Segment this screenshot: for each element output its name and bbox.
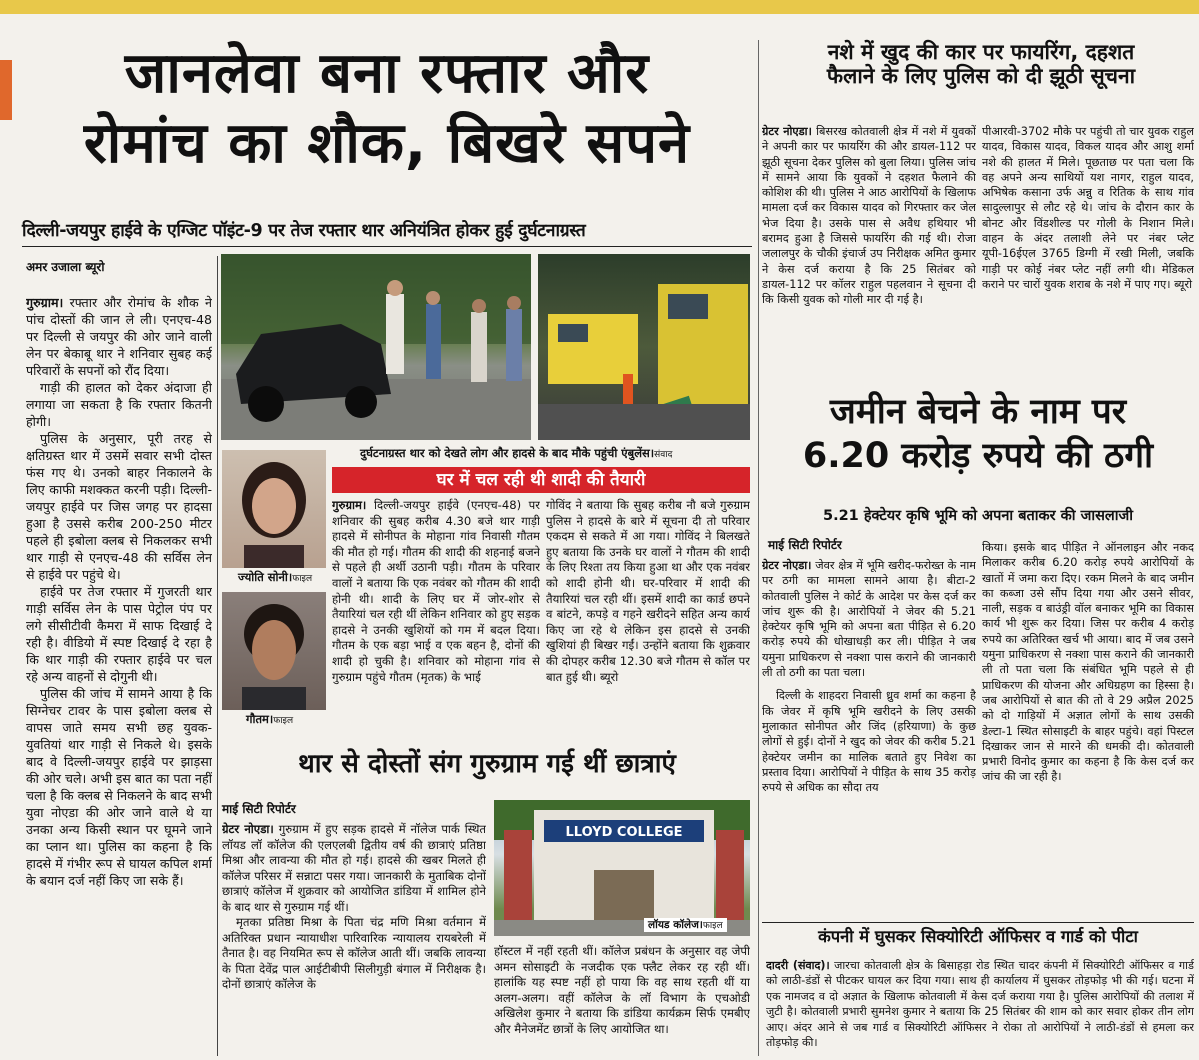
guard-text: जारचा कोतवाली क्षेत्र के बिसाहड़ा रोड स्थित चादर कंपनी में सिक्योरिटी ऑफिसर व गार्ड को लाठी-डंडों से पीटकर घायल कर दिया गया। साथ ही कार्यालय में घुसकर तोड़फोड़ भी की गई। घटना में एक नामजद व दो अज्ञात के खिलाफ कोतवाली में केस दर्ज कराया गया है। पुलिस आरोपियों की तलाश में जुटी है। कोतवाली प्रभारी सुमनेश कुमार ने बताया कि 25 सितंबर की शाम को कार सवार होकर तीन लोग आए। अंदर आने से जब गार्ड व सिक्योरिटी ऑफिसर ने रोका तो आरोपियों ने लाठी-डंडों से हमला कर तोड़फोड़ की। [766, 959, 1194, 1050]
land-byline: माई सिटी रिपोर्टर [768, 538, 842, 552]
portrait-gautam-credit: फाइल [273, 716, 294, 726]
land-dateline: ग्रेटर नोएडा। [762, 559, 812, 572]
crash-caption-credit: संवाद [654, 450, 673, 460]
main-headline-line1: जानलेवा बना रफ्तार और [124, 41, 650, 106]
main-para-1: रफ्तार और रोमांच के शौक ने पांच दोस्तों की जान ले ली। एनएच-48 पर दिल्ली से जयपुर की ओर जाने वाली लेन पर बेकाबू थार ने शनिवार सुबह कई परिवारों के सपनों को रौंद दिया। [26, 295, 212, 378]
wedding-column-2 [546, 498, 750, 740]
main-para-3: पुलिस के अनुसार, पूरी तरह से क्षतिग्रस्त थार में उसमें सवार सभी दोस्त फंस गए थे। उनको बाहर निकालने के लिए काफी मशक्कत करनी पड़ी। दिल्ली-जयपुर हाईवे पर जिस जगह पर हादसा हुआ है उससे करीब 200-250 मीटर पहले ही इबोला क्लब से निकलकर सभी थार गाड़ी से एनएच-48 की सर्विस लेन से हाईवे पर पहुंचे थे। [26, 431, 212, 582]
land-text-2: किया। इसके बाद पीड़ित ने ऑनलाइन और नकद मिलाकर करीब 6.20 करोड़ रुपये आरोपियों के खातों में जमा करा दिए। रकम मिलने के बाद जमीन का कब्जा उसे सौंप दिया गया और उसने सीवर, नाली, सड़क व बाउंड्री वॉल बनाकर भूमि का विकास कार्य भी शुरू कर दिया। जिस पर करीब 4 करोड़ रुपये का अतिरिक्त खर्च भी आया। बाद में जब उसने यमुना प्राधिकरण से नक्शा पास कराने की जानकारी ली तो पता चला कि संबंधित भूमि पहले से ही प्राधिकरण की योजना और अधिग्रहण का हिस्सा है। जब आरोपियों से बात की तो वे 29 अप्रैल 2025 को दो गाड़ियों में अज्ञात लोगों के साथ उसकी डेल्टा-1 स्थित सोसाइटी के बाहर पहुंचे। वहां पिस्टल दिखाकर जान से मारने की धमकी दी। कोतवाली प्रभारी विनोद कुमार का कहना है कि केस दर्ज कर जांच की जा रही है। [982, 541, 1194, 784]
guard-story [766, 958, 1194, 1056]
wedding-dateline: गुरुग्राम। [332, 498, 367, 512]
column-divider [217, 256, 218, 1056]
wrecked-thar-photo [221, 254, 531, 440]
girls-para-2: मृतका प्रतिष्ठा मिश्रा के पिता चंद्र मणि मिश्रा वर्तमान में अतिरिक्त प्रधान न्यायाधीश पारिवारिक न्यायालय रायबरेली में तैनात है। वह नियमित रूप से कॉलेज आती थीं। जबकि लावन्या के पिता देवेंद्र पाल आईटीबीपी सिलीगुड़ी बंगाल में निरीक्षक है। दोनों छात्राएं कॉलेज के [222, 915, 486, 991]
wedding-text-1: दिल्ली-जयपुर हाईवे (एनएच-48) पर शनिवार की सुबह करीब 4.30 बजे थार गाड़ी हादसे में सोनीपत के मोहाना गांव निवासी गौतम की मौत हो गई। गौतम की शादी की शहनाई बजने से पहले ही अर्थी उठानी पड़ी। गौतम के परिवार वालों ने बताया कि एक नवंबर को गौतम की शादी होनी थी। शादी के लिए घर में जोर-शोर से तैयारियां चल रही थीं लेकिन शनिवार को हुए सड़क हादसे ने उनकी खुशियों को गम में बदल दिया। गौतम के एक बड़ा भाई व एक बहन है, दोनों की शादी हो चुकी है। शनिवार को मोहाना गांव से गुरुग्राम पहुंचे गौतम (मृतक) के भाई [332, 498, 540, 684]
college-building [494, 800, 750, 936]
land-subheadline: 5.21 हेक्टेयर कृषि भूमि को अपना बताकर की जासलाजी [823, 508, 1133, 524]
fire-credit: ब्यूरो [1174, 277, 1193, 291]
fire-text-1: बिसरख कोतवाली क्षेत्र में नशे में युवकों ने अपनी कार पर फायरिंग की और डायल-112 पर झूठी सूचना देकर पुलिस को बुला लिया। पुलिस जांच में सामने आया कि युवकों ने दहशत फैलाने की कोशिश की थी। पुलिस ने आठ आरोपियों के खिलाफ मामला दर्ज कर विकास यादव को गिरफ्तार कर जेल भेज दिया है। उसके पास से अवैध हथियार भी बरामद हुआ है जिससे फायरिंग की गई थी। रोजा जलालपुर के चौकी इंचार्ज उप निरीक्षक अमित कुमार ने केस दर्ज कराया है कि 25 सितंबर को डायल-112 पर कॉलर राहुल पहलवान ने सूचना दी कि किसी युवक को गोली मार दी गई है। [762, 125, 976, 307]
wedding-column-1 [332, 498, 540, 740]
crash-caption-text: दुर्घटनाग्रस्त थार को देखते लोग और हादसे के बाद मौके पहुंची एंबुलेंस। [360, 446, 655, 460]
top-color-band [0, 0, 1199, 14]
portrait-jyoti-photo [222, 450, 326, 568]
portrait-jyoti-name: ज्योति सोनी। [238, 570, 293, 584]
college-photo [494, 800, 750, 936]
portrait-jyoti-credit: फाइल [292, 574, 313, 584]
fire-column-2 [982, 124, 1194, 380]
main-para-4: हाईवे पर तेज रफ्तार में गुजरती थार गाड़ी सर्विस लेन के पास पेट्रोल पंप पर लगे सीसीटीवी कैमरा में साफ दिखाई दे रही है। वीडियो में स्पष्ट दिखाई दे रहा है कि थार गाड़ी की रफ्तार हाईवे पर चल रहे अन्य वाहनों से दोगुनी थी। [26, 584, 212, 684]
fire-headline-line1: नशे में खुद की कार पर फायरिंग, दहशत [827, 40, 1135, 64]
fire-headline [766, 40, 1196, 88]
college-caption-credit: फाइल [702, 921, 723, 931]
main-byline: अमर उजाला ब्यूरो [26, 260, 105, 274]
girls-para-1: गुरुग्राम में हुए सड़क हादसे में नॉलेज पार्क स्थित लॉयड लॉ कॉलेज की एलएलबी द्वितीय वर्ष की छात्राएं प्रतिष्ठा मिश्रा और लावन्या की मौत हो गई। हादसे की खबर मिलते ही कॉलेज परिसर में सन्नाटा पसर गया। जानकारी के मुताबिक दोनों छात्राएं कॉलेज में शुक्रवार को आयोजित डांडिया में शामिल होने के बाद थार से गुरुग्राम गई थीं। [222, 822, 486, 914]
main-headline-line2: रोमांच का शौक, बिखरे सपने [83, 111, 691, 177]
guard-dateline: दादरी (संवाद)। [766, 959, 830, 972]
margin-red-mark [0, 60, 12, 120]
main-para-5: पुलिस की जांच में सामने आया है कि सिग्नेचर टावर के पास इबोला क्लब से वापस जाते समय सभी छह युवक-युवतियां थार गाड़ी से निकले थे। इसके बाद वे दिल्ली-जयपुर हाईवे पर झाड़सा की ओर चले। अभी इस बात का पता नहीं चला है कि क्लब से निकलने के बाद सभी युवा नोएडा की ओर जाने वाले थे या उनका अन्य किसी स्थान पर घूमने जाने का प्लान था। पुलिस का कहना है कि हादसे में गंभीर रूप से घायल कपिल शर्मा के बयान दर्ज नहीं किए जा सके हैं। [26, 686, 212, 888]
wedding-title-bar: घर में चल रही थी शादी की तैयारी [332, 467, 750, 493]
college-caption-text: लॉयड कॉलेज। [648, 919, 703, 931]
land-headline-line2: 6.20 करोड़ रुपये की ठगी [802, 436, 1154, 477]
main-para-2: गाड़ी की हालत को देकर अंदाजा ही लगाया जा सकता है कि रफ्तार कितनी होगी। [26, 380, 212, 429]
land-headline-line1: जमीन बेचने के नाम पर [829, 392, 1127, 432]
main-headline [22, 42, 752, 177]
land-column-2 [982, 540, 1194, 920]
girls-column-2 [494, 944, 750, 1056]
wedding-credit: ब्यूरो [599, 669, 619, 684]
college-sign-text: LLOYD COLLEGE [565, 825, 683, 840]
main-subheadline: दिल्ली-जयपुर हाईवे के एग्जिट पॉइंट-9 पर तेज रफ्तार थार अनियंत्रित होकर हुई दुर्घटनाग्रस्त [22, 221, 586, 241]
portrait-gautam [222, 592, 326, 710]
portrait-jyoti [222, 450, 326, 568]
subhead-rule [22, 246, 752, 247]
portrait-gautam-caption [246, 712, 293, 727]
wedding-text-2: गोविंद ने बताया कि सुबह करीब नौ बजे गुरुग्राम पुलिस ने हादसे के बारे में सूचना दी तो परिवार एकदम से सकते में आ गया। गोविंद ने बिलखते हुए बताया कि उनके घर वालों ने गौतम की शादी के लिए रिश्ता तय किया हुआ था और एक नवंबर को शादी होनी थी। घर-परिवार में शादी की तैयारियां चल रही थीं। इसमें शादी का कार्ड छपने व बांटने, कपड़े व गहने खरीदने सहित अन्य कार्य किए जा रहे थे लेकिन इस हादसे से उनकी खुशियां ही बिखर गईं। उन्होंने बताया कि शुक्रवार की दोपहर करीब 12.30 बजे गौतम से कॉल पर बात हुई थी। [546, 498, 750, 684]
land-column-1 [762, 558, 976, 918]
fire-column-1 [762, 124, 976, 380]
land-text-1b: दिल्ली के शाहदरा निवासी ध्रुव शर्मा का कहना है कि जेवर में कृषि भूमि खरीदने के लिए उसकी मुलाकात सोनीपत और जिंद (हरियाणा) के कुछ लोगों से हुई। दोनों ने खुद को जेवर की करीब 5.21 हेक्टेयर जमीन का मालिक बताते हुए निवेश का प्रस्ताव दिया। आरोपियों ने पीड़ित के साथ 35 करोड़ रुपये से अधिक का सौदा तय [762, 689, 976, 795]
fire-headline-line2: फैलाने के लिए पुलिस को दी झूठी सूचना [826, 64, 1136, 89]
guard-rule [762, 922, 1194, 923]
page-divider [758, 40, 759, 1056]
girls-headline: थार से दोस्तों संग गुरुग्राम गई थीं छात्राएं [298, 749, 676, 779]
land-text-1: जेवर क्षेत्र में भूमि खरीद-फरोख्त के नाम पर ठगी का मामला सामने आया है। बीटा-2 कोतवाली पुलिस ने कोर्ट के आदेश पर केस दर्ज कर जांच शुरू की है। आरोपियों ने जेवर की 5.21 हेक्टेयर कृषि भूमि को अपना बता पीड़ित से 6.20 करोड़ रुपये की धोखाधड़ी कर ली। पीड़ित ने जब यमुना प्राधिकरण से नक्शा पास कराने की जानकारी ली तो ठगी का पता चला। [762, 559, 976, 680]
girls-dateline: ग्रेटर नोएडा। [222, 822, 274, 836]
land-headline [762, 392, 1194, 477]
fire-text-2: पीआरवी-3702 मौके पर पहुंची तो चार युवक राहुल यादव, विकास यादव, विकल यादव और आशु शर्मा नशे की हालत में मिले। पूछताछ पर पता चला कि वह अपने अन्य साथियों यश नागर, राहुल यादव, अभिषेक कसाना उर्फ अन्नु व रितिक के साथ गांव सादुल्लापुर से लौट रहे थे। जांच के दौरान कार के बोनट और विंडशील्ड पर गोली के निशान मिले। वाहन के अंदर तलाशी लेने पर नंबर प्लेट यूपी-16ईएल 3765 डिग्गी में रखी मिली, जबकि गाड़ी पर कोई नंबर प्लेट नहीं लगी थी। मेडिकल कराने पर चारों युवक शराब के नशे में पाए गए। [982, 125, 1194, 291]
main-story-column [26, 294, 212, 1054]
portrait-gautam-name: गौतम। [246, 712, 274, 726]
fire-dateline: ग्रेटर नोएडा। [762, 125, 812, 138]
crash-photo-1 [221, 254, 531, 440]
girls-para-3: हॉस्टल में नहीं रहती थीं। कॉलेज प्रबंधन के अनुसार वह जेपी अमन सोसाइटी के नजदीक एक फ्लैट लेकर रह रही थीं। हालांकि यह स्पष्ट नहीं हो पाया कि वह साथ रहती थीं या अलग-अलग। वहीं कॉलेज के लॉ विभाग के एचओडी अखिलेश कुमार ने बताया कि डांडिया कार्यक्रम सिर्फ एमबीए और मैनेजमेंट छात्रों के लिए आयोजित था। [494, 944, 750, 1036]
girls-byline: माई सिटी रिपोर्टर [222, 802, 296, 816]
main-dateline: गुरुग्राम। [26, 295, 64, 310]
ambulance-photo [538, 254, 750, 440]
portrait-gautam-photo [222, 592, 326, 710]
girls-column-1 [222, 822, 486, 1054]
guard-headline: कंपनी में घुसकर सिक्योरिटी ऑफिसर व गार्ड को पीटा [818, 927, 1138, 946]
crash-photo-2 [538, 254, 750, 440]
crash-photo-caption [360, 446, 750, 461]
college-photo-caption [644, 918, 727, 932]
portrait-jyoti-caption [238, 570, 312, 585]
